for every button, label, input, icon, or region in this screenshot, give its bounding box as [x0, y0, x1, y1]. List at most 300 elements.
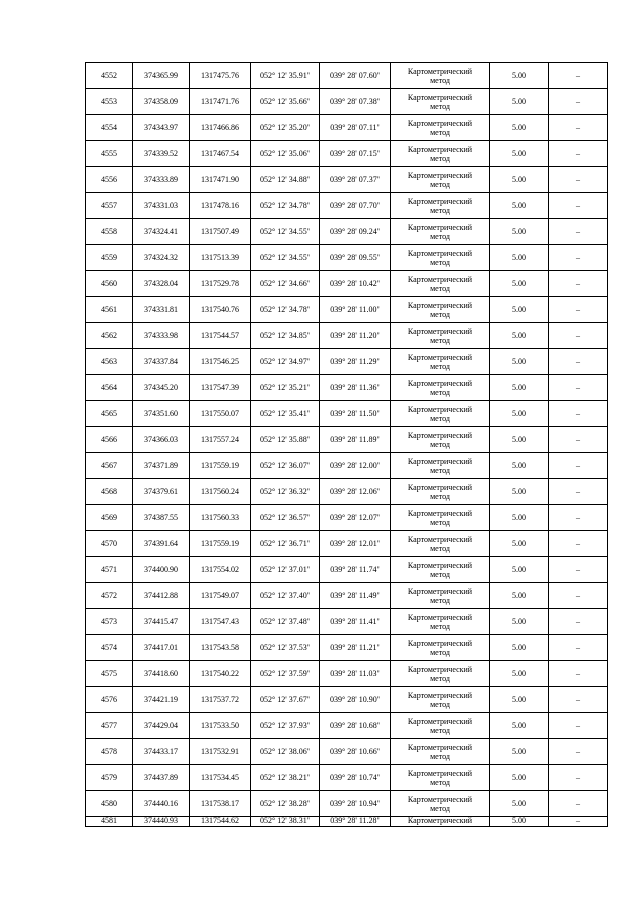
note-cell: –: [549, 167, 608, 193]
method-cell: [391, 167, 490, 193]
method-line-1: Картометрический: [407, 222, 473, 232]
method-line-2: метод: [430, 777, 450, 787]
x-coordinate-cell: 374437.89: [133, 765, 190, 791]
y-coordinate-cell: 1317560.33: [190, 505, 251, 531]
method-cell: [391, 713, 490, 739]
table-body: [86, 63, 608, 827]
method-line-1: Картометрический: [407, 352, 473, 362]
x-coordinate-cell: 374333.89: [133, 167, 190, 193]
table-row: [86, 505, 608, 531]
longitude-cell: 039° 28' 11.03": [320, 661, 391, 687]
method-cell: [391, 505, 490, 531]
accuracy-cell: 5.00: [490, 63, 549, 89]
x-coordinate-cell: 374429.04: [133, 713, 190, 739]
point-number-cell: 4556: [86, 167, 133, 193]
latitude-cell: 052° 12' 34.97": [251, 349, 320, 375]
method-cell: [391, 271, 490, 297]
point-number-cell: 4572: [86, 583, 133, 609]
accuracy-cell: 5.00: [490, 167, 549, 193]
y-coordinate-cell: 1317549.07: [190, 583, 251, 609]
note-cell: –: [549, 453, 608, 479]
table-row: [86, 297, 608, 323]
y-coordinate-cell: 1317529.78: [190, 271, 251, 297]
accuracy-cell: 5.00: [490, 531, 549, 557]
y-coordinate-cell: 1317534.45: [190, 765, 251, 791]
method-line-2: метод: [430, 699, 450, 709]
y-coordinate-cell: 1317546.25: [190, 349, 251, 375]
accuracy-cell: 5.00: [490, 193, 549, 219]
table-row: [86, 791, 608, 817]
note-cell: –: [549, 115, 608, 141]
accuracy-cell: 5.00: [490, 739, 549, 765]
point-number-cell: 4575: [86, 661, 133, 687]
longitude-cell: 039° 28' 10.66": [320, 739, 391, 765]
method-cell: [391, 765, 490, 791]
point-number-cell: 4554: [86, 115, 133, 141]
table-row: [86, 401, 608, 427]
method-cell: [391, 349, 490, 375]
x-coordinate-cell: 374324.41: [133, 219, 190, 245]
table-row: [86, 375, 608, 401]
point-number-cell: 4574: [86, 635, 133, 661]
x-coordinate-cell: 374331.81: [133, 297, 190, 323]
y-coordinate-cell: 1317554.02: [190, 557, 251, 583]
accuracy-cell: 5.00: [490, 557, 549, 583]
x-coordinate-cell: 374331.03: [133, 193, 190, 219]
latitude-cell: 052° 12' 35.91": [251, 63, 320, 89]
point-number-cell: 4563: [86, 349, 133, 375]
longitude-cell: 039° 28' 12.00": [320, 453, 391, 479]
table-row: [86, 479, 608, 505]
method-cell: [391, 323, 490, 349]
method-line-1: Картометрический: [407, 248, 473, 258]
x-coordinate-cell: 374345.20: [133, 375, 190, 401]
accuracy-cell: 5.00: [490, 89, 549, 115]
y-coordinate-cell: 1317471.90: [190, 167, 251, 193]
note-cell: –: [549, 817, 608, 827]
method-line-2: метод: [430, 673, 450, 683]
accuracy-cell: 5.00: [490, 817, 549, 827]
latitude-cell: 052° 12' 38.31": [251, 817, 320, 827]
point-number-cell: 4564: [86, 375, 133, 401]
method-cell: [391, 739, 490, 765]
method-line-1: Картометрический: [407, 716, 473, 726]
latitude-cell: 052° 12' 35.20": [251, 115, 320, 141]
longitude-cell: 039° 28' 07.70": [320, 193, 391, 219]
method-cell: [391, 687, 490, 713]
longitude-cell: 039° 28' 09.24": [320, 219, 391, 245]
table-row: [86, 635, 608, 661]
method-line-1: Картометрический: [407, 612, 473, 622]
latitude-cell: 052° 12' 38.06": [251, 739, 320, 765]
latitude-cell: 052° 12' 36.32": [251, 479, 320, 505]
note-cell: –: [549, 141, 608, 167]
method-line-2: метод: [430, 101, 450, 111]
accuracy-cell: 5.00: [490, 219, 549, 245]
table-row: [86, 141, 608, 167]
longitude-cell: 039° 28' 10.42": [320, 271, 391, 297]
note-cell: –: [549, 89, 608, 115]
point-number-cell: 4573: [86, 609, 133, 635]
y-coordinate-cell: 1317543.58: [190, 635, 251, 661]
longitude-cell: 039° 28' 10.68": [320, 713, 391, 739]
latitude-cell: 052° 12' 37.01": [251, 557, 320, 583]
note-cell: –: [549, 323, 608, 349]
method-cell: [391, 453, 490, 479]
method-line-1: Картометрический: [407, 430, 473, 440]
note-cell: –: [549, 505, 608, 531]
latitude-cell: 052° 12' 35.41": [251, 401, 320, 427]
y-coordinate-cell: 1317559.19: [190, 531, 251, 557]
method-line-2: метод: [430, 361, 450, 371]
y-coordinate-cell: 1317547.43: [190, 609, 251, 635]
table-row: [86, 219, 608, 245]
longitude-cell: 039° 28' 10.74": [320, 765, 391, 791]
method-cell: [391, 401, 490, 427]
method-line-1: Картометрический: [407, 300, 473, 310]
method-line-2: метод: [430, 569, 450, 579]
method-line-1: Картометрический: [407, 482, 473, 492]
accuracy-cell: 5.00: [490, 713, 549, 739]
method-cell: [391, 375, 490, 401]
longitude-cell: 039° 28' 07.15": [320, 141, 391, 167]
method-line-1: Картометрический: [407, 586, 473, 596]
latitude-cell: 052° 12' 37.67": [251, 687, 320, 713]
x-coordinate-cell: 374440.16: [133, 791, 190, 817]
x-coordinate-cell: 374333.98: [133, 323, 190, 349]
method-line-1: Картометрический: [407, 768, 473, 778]
note-cell: –: [549, 661, 608, 687]
method-line-1: Картометрический: [407, 92, 473, 102]
latitude-cell: 052° 12' 37.93": [251, 713, 320, 739]
note-cell: –: [549, 687, 608, 713]
method-line-2: метод: [430, 803, 450, 813]
note-cell: –: [549, 765, 608, 791]
y-coordinate-cell: 1317560.24: [190, 479, 251, 505]
coordinates-table: [85, 62, 608, 827]
method-line-1: Картометрический: [407, 560, 473, 570]
method-line-1: Картометрический: [407, 326, 473, 336]
point-number-cell: 4558: [86, 219, 133, 245]
table-row: [86, 193, 608, 219]
y-coordinate-cell: 1317513.39: [190, 245, 251, 271]
y-coordinate-cell: 1317544.57: [190, 323, 251, 349]
table-row: [86, 661, 608, 687]
y-coordinate-cell: 1317475.76: [190, 63, 251, 89]
method-cell: [391, 661, 490, 687]
accuracy-cell: 5.00: [490, 765, 549, 791]
table-row: [86, 115, 608, 141]
method-cell: [391, 609, 490, 635]
y-coordinate-cell: 1317478.16: [190, 193, 251, 219]
latitude-cell: 052° 12' 35.06": [251, 141, 320, 167]
x-coordinate-cell: 374391.64: [133, 531, 190, 557]
method-line-2: метод: [430, 751, 450, 761]
longitude-cell: 039° 28' 11.36": [320, 375, 391, 401]
x-coordinate-cell: 374339.52: [133, 141, 190, 167]
point-number-cell: 4565: [86, 401, 133, 427]
point-number-cell: 4567: [86, 453, 133, 479]
latitude-cell: 052° 12' 35.66": [251, 89, 320, 115]
method-line-1: Картометрический: [407, 690, 473, 700]
point-number-cell: 4562: [86, 323, 133, 349]
coordinates-table-page: [85, 62, 599, 827]
note-cell: –: [549, 609, 608, 635]
point-number-cell: 4561: [86, 297, 133, 323]
method-cell: [391, 63, 490, 89]
point-number-cell: 4577: [86, 713, 133, 739]
latitude-cell: 052° 12' 34.78": [251, 193, 320, 219]
method-line-1: Картометрический: [407, 456, 473, 466]
accuracy-cell: 5.00: [490, 271, 549, 297]
method-line-1: Картометрический: [407, 794, 473, 804]
method-cell: [391, 791, 490, 817]
method-line-2: метод: [430, 595, 450, 605]
table-row: [86, 453, 608, 479]
y-coordinate-cell: 1317544.62: [190, 817, 251, 827]
latitude-cell: 052° 12' 36.07": [251, 453, 320, 479]
x-coordinate-cell: 374343.97: [133, 115, 190, 141]
accuracy-cell: 5.00: [490, 375, 549, 401]
point-number-cell: 4553: [86, 89, 133, 115]
note-cell: –: [549, 531, 608, 557]
accuracy-cell: 5.00: [490, 349, 549, 375]
x-coordinate-cell: 374358.09: [133, 89, 190, 115]
method-line-2: метод: [430, 491, 450, 501]
point-number-cell: 4580: [86, 791, 133, 817]
latitude-cell: 052° 12' 34.55": [251, 245, 320, 271]
method-cell: [391, 427, 490, 453]
table-row: [86, 167, 608, 193]
longitude-cell: 039° 28' 11.89": [320, 427, 391, 453]
x-coordinate-cell: 374351.60: [133, 401, 190, 427]
table-row: [86, 557, 608, 583]
method-line-2: метод: [430, 231, 450, 241]
y-coordinate-cell: 1317550.07: [190, 401, 251, 427]
point-number-cell: 4568: [86, 479, 133, 505]
accuracy-cell: 5.00: [490, 401, 549, 427]
note-cell: –: [549, 297, 608, 323]
longitude-cell: 039° 28' 09.55": [320, 245, 391, 271]
method-line-1: Картометрический: [407, 638, 473, 648]
method-line-1: Картометрический: [407, 66, 473, 76]
y-coordinate-cell: 1317538.17: [190, 791, 251, 817]
note-cell: –: [549, 713, 608, 739]
method-line-2: метод: [430, 153, 450, 163]
method-line-1: Картометрический: [407, 508, 473, 518]
accuracy-cell: 5.00: [490, 583, 549, 609]
longitude-cell: 039° 28' 11.74": [320, 557, 391, 583]
table-row: [86, 323, 608, 349]
point-number-cell: 4581: [86, 817, 133, 827]
accuracy-cell: 5.00: [490, 453, 549, 479]
note-cell: –: [549, 349, 608, 375]
latitude-cell: 052° 12' 38.21": [251, 765, 320, 791]
latitude-cell: 052° 12' 37.48": [251, 609, 320, 635]
x-coordinate-cell: 374400.90: [133, 557, 190, 583]
note-cell: –: [549, 479, 608, 505]
y-coordinate-cell: 1317547.39: [190, 375, 251, 401]
longitude-cell: 039° 28' 11.50": [320, 401, 391, 427]
method-line-1: Картометрический: [407, 742, 473, 752]
table-row: [86, 531, 608, 557]
y-coordinate-cell: 1317507.49: [190, 219, 251, 245]
accuracy-cell: 5.00: [490, 635, 549, 661]
point-number-cell: 4578: [86, 739, 133, 765]
method-cell: [391, 817, 490, 827]
accuracy-cell: 5.00: [490, 141, 549, 167]
note-cell: –: [549, 193, 608, 219]
method-line-2: метод: [430, 127, 450, 137]
table-row: [86, 63, 608, 89]
longitude-cell: 039° 28' 11.00": [320, 297, 391, 323]
method-line-1: Картометрический: [407, 144, 473, 154]
y-coordinate-cell: 1317559.19: [190, 453, 251, 479]
point-number-cell: 4570: [86, 531, 133, 557]
method-line-2: метод: [430, 257, 450, 267]
longitude-cell: 039° 28' 11.29": [320, 349, 391, 375]
method-line-2: метод: [430, 465, 450, 475]
method-cell: [391, 479, 490, 505]
table-row: [86, 583, 608, 609]
method-line-2: метод: [430, 205, 450, 215]
y-coordinate-cell: 1317557.24: [190, 427, 251, 453]
x-coordinate-cell: 374417.01: [133, 635, 190, 661]
method-cell: [391, 115, 490, 141]
note-cell: –: [549, 557, 608, 583]
latitude-cell: 052° 12' 37.53": [251, 635, 320, 661]
x-coordinate-cell: 374433.17: [133, 739, 190, 765]
accuracy-cell: 5.00: [490, 505, 549, 531]
point-number-cell: 4566: [86, 427, 133, 453]
note-cell: –: [549, 635, 608, 661]
method-cell: [391, 193, 490, 219]
latitude-cell: 052° 12' 37.59": [251, 661, 320, 687]
point-number-cell: 4571: [86, 557, 133, 583]
y-coordinate-cell: 1317467.54: [190, 141, 251, 167]
table-row: [86, 765, 608, 791]
accuracy-cell: 5.00: [490, 479, 549, 505]
method-line-1: Картометрический: [407, 118, 473, 128]
table-row: [86, 739, 608, 765]
method-line-1: Картометрический: [407, 170, 473, 180]
x-coordinate-cell: 374366.03: [133, 427, 190, 453]
note-cell: –: [549, 63, 608, 89]
note-cell: –: [549, 401, 608, 427]
note-cell: –: [549, 375, 608, 401]
latitude-cell: 052° 12' 35.21": [251, 375, 320, 401]
method-line-2: метод: [430, 75, 450, 85]
note-cell: –: [549, 427, 608, 453]
table-row: [86, 687, 608, 713]
method-line-2: метод: [430, 543, 450, 553]
table-row: [86, 245, 608, 271]
point-number-cell: 4552: [86, 63, 133, 89]
method-line-1: Картометрический: [407, 378, 473, 388]
x-coordinate-cell: 374387.55: [133, 505, 190, 531]
y-coordinate-cell: 1317533.50: [190, 713, 251, 739]
latitude-cell: 052° 12' 36.71": [251, 531, 320, 557]
method-cell: [391, 89, 490, 115]
x-coordinate-cell: 374418.60: [133, 661, 190, 687]
accuracy-cell: 5.00: [490, 297, 549, 323]
method-line-1: Картометрический: [407, 534, 473, 544]
latitude-cell: 052° 12' 34.88": [251, 167, 320, 193]
method-line-2: метод: [430, 517, 450, 527]
method-line-2: метод: [430, 621, 450, 631]
longitude-cell: 039° 28' 11.28": [320, 817, 391, 827]
longitude-cell: 039° 28' 12.06": [320, 479, 391, 505]
longitude-cell: 039° 28' 10.94": [320, 791, 391, 817]
point-number-cell: 4579: [86, 765, 133, 791]
note-cell: –: [549, 219, 608, 245]
method-line-1: Картометрический: [407, 816, 473, 825]
accuracy-cell: 5.00: [490, 323, 549, 349]
method-line-1: Картометрический: [407, 196, 473, 206]
latitude-cell: 052° 12' 36.57": [251, 505, 320, 531]
table-row: [86, 817, 608, 827]
table-row: [86, 89, 608, 115]
method-cell: [391, 245, 490, 271]
point-number-cell: 4559: [86, 245, 133, 271]
longitude-cell: 039° 28' 07.38": [320, 89, 391, 115]
x-coordinate-cell: 374440.93: [133, 817, 190, 827]
latitude-cell: 052° 12' 34.78": [251, 297, 320, 323]
longitude-cell: 039° 28' 07.37": [320, 167, 391, 193]
method-line-1: Картометрический: [407, 274, 473, 284]
method-cell: [391, 583, 490, 609]
x-coordinate-cell: 374379.61: [133, 479, 190, 505]
note-cell: –: [549, 739, 608, 765]
method-cell: [391, 531, 490, 557]
point-number-cell: 4569: [86, 505, 133, 531]
note-cell: –: [549, 271, 608, 297]
latitude-cell: 052° 12' 35.88": [251, 427, 320, 453]
x-coordinate-cell: 374415.47: [133, 609, 190, 635]
x-coordinate-cell: 374337.84: [133, 349, 190, 375]
accuracy-cell: 5.00: [490, 609, 549, 635]
longitude-cell: 039° 28' 12.01": [320, 531, 391, 557]
y-coordinate-cell: 1317540.76: [190, 297, 251, 323]
note-cell: –: [549, 791, 608, 817]
x-coordinate-cell: 374371.89: [133, 453, 190, 479]
method-cell: [391, 635, 490, 661]
longitude-cell: 039° 28' 11.41": [320, 609, 391, 635]
method-cell: [391, 219, 490, 245]
method-cell: [391, 297, 490, 323]
method-line-2: метод: [430, 179, 450, 189]
note-cell: –: [549, 245, 608, 271]
longitude-cell: 039° 28' 12.07": [320, 505, 391, 531]
accuracy-cell: 5.00: [490, 791, 549, 817]
latitude-cell: 052° 12' 34.66": [251, 271, 320, 297]
method-cell: [391, 557, 490, 583]
method-line-1: Картометрический: [407, 664, 473, 674]
point-number-cell: 4557: [86, 193, 133, 219]
longitude-cell: 039° 28' 11.21": [320, 635, 391, 661]
method-line-2: метод: [430, 335, 450, 345]
method-line-2: метод: [430, 387, 450, 397]
method-line-2: метод: [430, 647, 450, 657]
accuracy-cell: 5.00: [490, 245, 549, 271]
table-row: [86, 609, 608, 635]
point-number-cell: 4560: [86, 271, 133, 297]
note-cell: –: [549, 583, 608, 609]
method-line-2: метод: [430, 413, 450, 423]
longitude-cell: 039° 28' 11.49": [320, 583, 391, 609]
method-line-2: метод: [430, 309, 450, 319]
longitude-cell: 039° 28' 07.60": [320, 63, 391, 89]
